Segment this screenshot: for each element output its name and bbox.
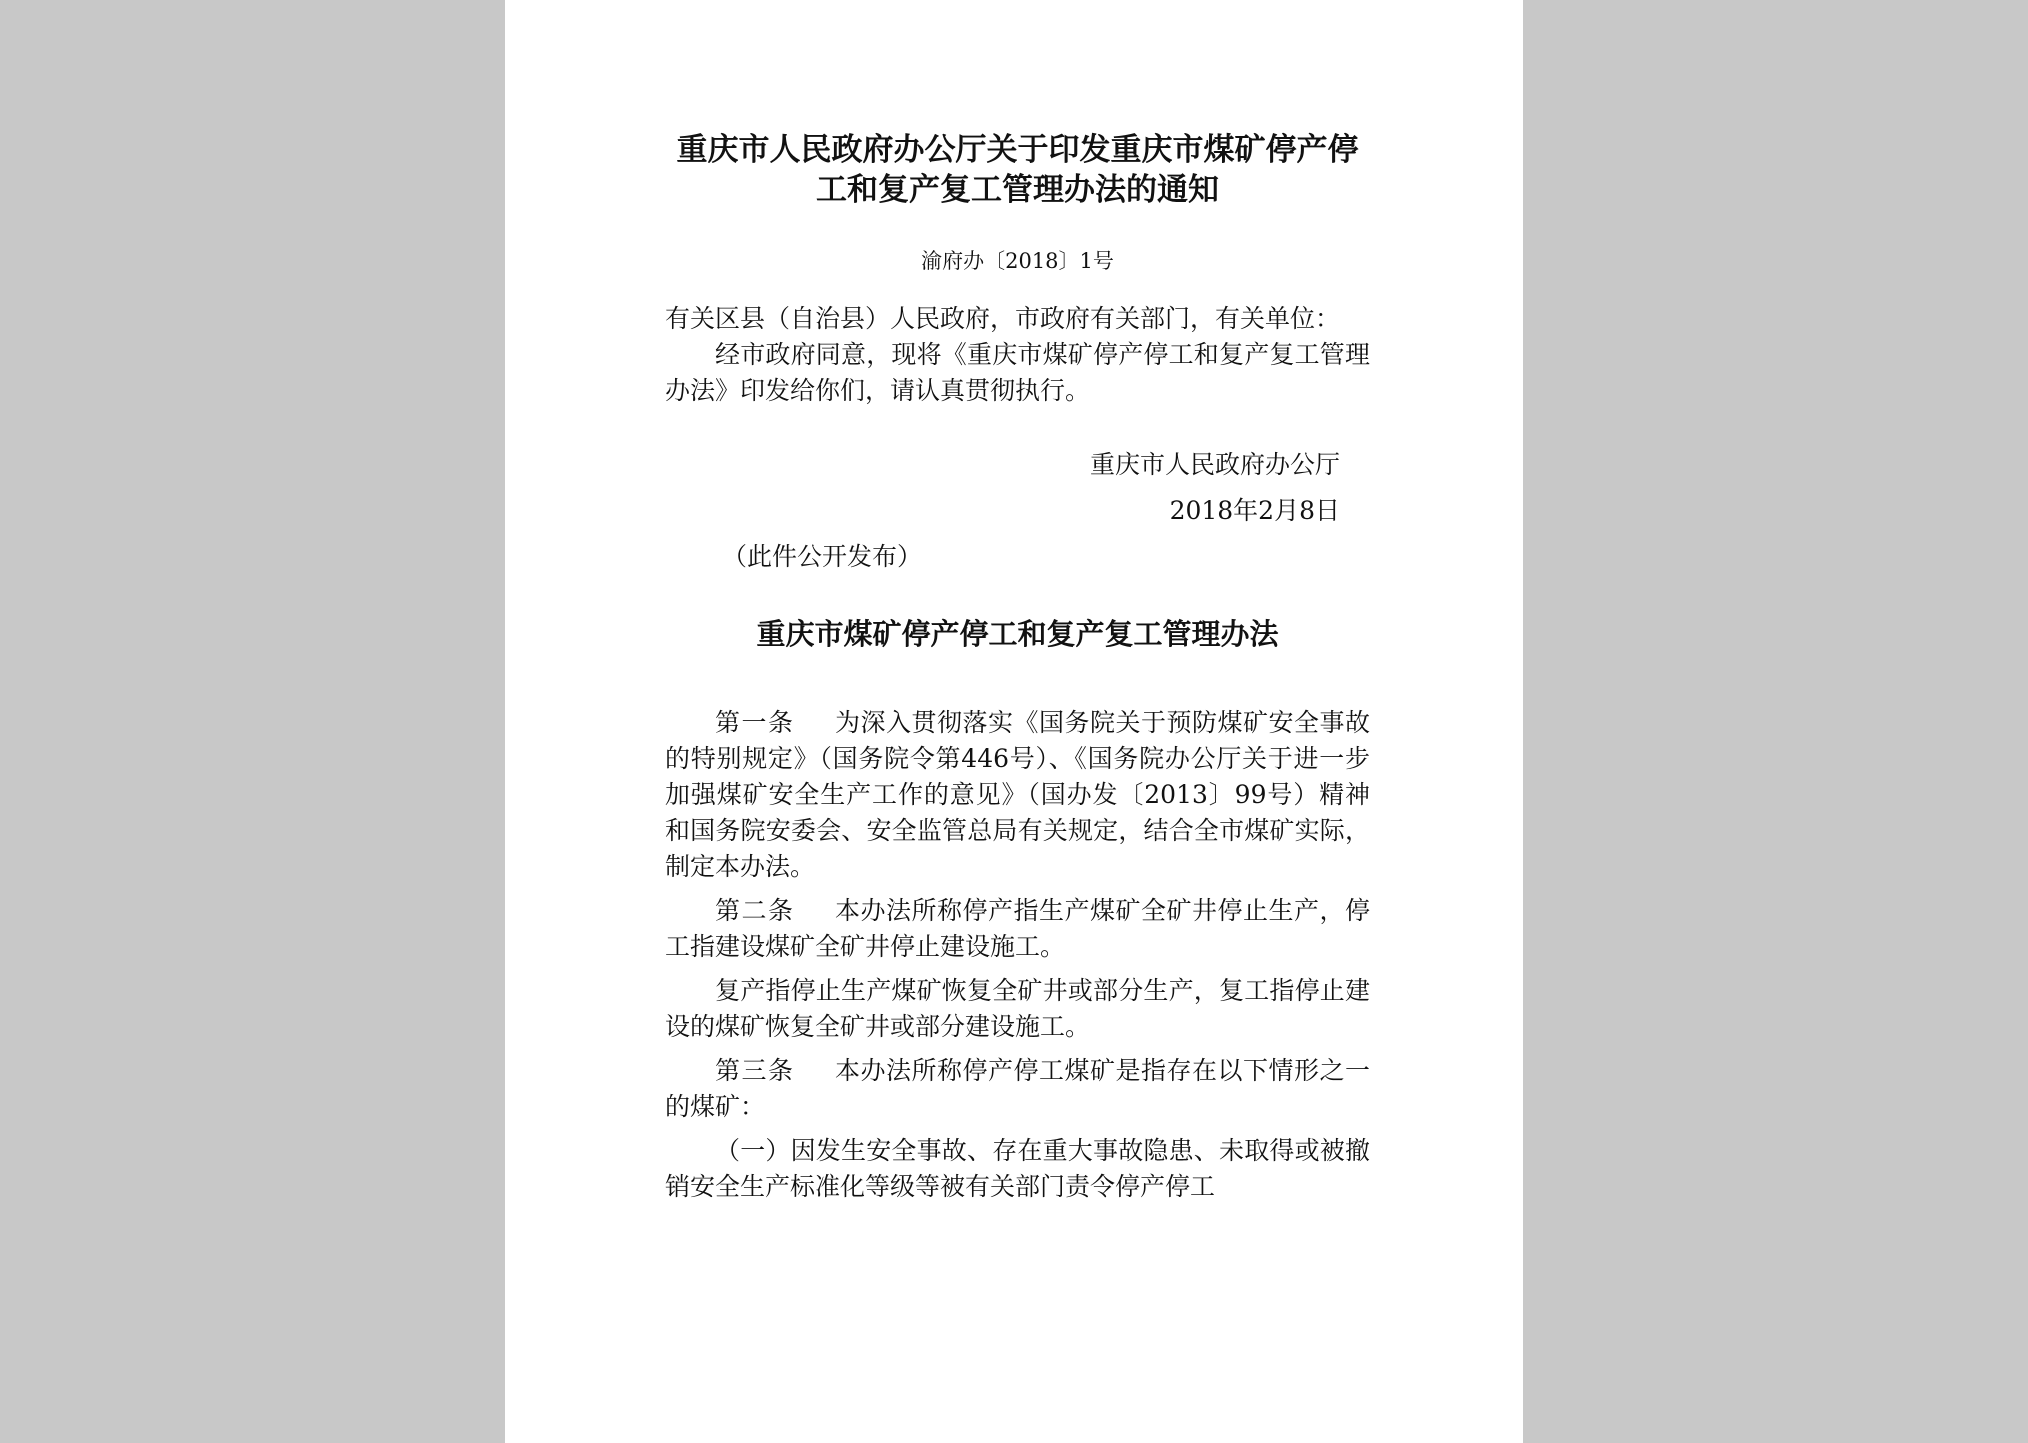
issue-date: 2018年2月8日 [1169,496,1340,525]
article-1 [665,705,1370,885]
document-page [505,0,1523,1443]
title-line-1: 重庆市人民政府办公厅关于印发重庆市煤矿停产停 [676,132,1359,168]
article-2-head: 第二条 [715,896,795,925]
publish-note: （此件公开发布） [722,542,923,571]
addressee: 有关区县（自治县）人民政府，市政府有关部门，有关单位： [665,304,1341,333]
article-3 [665,1053,1370,1125]
intro-paragraph: 经市政府同意，现将《重庆市煤矿停产停工和复产复工管理办法》印发给你们，请认真贯彻执行。 [665,340,1370,405]
document-title [665,130,1370,210]
document-number: 渝府办〔2018〕1号 [921,249,1114,273]
article-3-text: 本办法所称停产停工煤矿是指存在以下情形之一的煤矿： [665,1056,1370,1121]
article-3-item-1 [665,1133,1370,1205]
article-2-text: 本办法所称停产指生产煤矿全矿井停止生产，停工指建设煤矿全矿井停止建设施工。 [665,896,1370,961]
article-2-paragraph-2-text: 复产指停止生产煤矿恢复全矿井或部分生产，复工指停止建设的煤矿恢复全矿井或部分建设施工。 [665,976,1370,1041]
article-3-item-1-text: （一）因发生安全事故、存在重大事故隐患、未取得或被撤销安全生产标准化等级等被有关部门责令停产停工 [665,1136,1370,1201]
measures-title: 重庆市煤矿停产停工和复产复工管理办法 [756,617,1279,651]
document-content [665,130,1370,1205]
article-1-text: 为深入贯彻落实《国务院关于预防煤矿安全事故的特别规定》（国务院令第446号）、《国务院办公厅关于进一步加强煤矿安全生产工作的意见》（国办发〔2013〕99号）精神和国务院安委会、安全监管总局有关规定，结合全市煤矿实际，制定本办法。 [665,708,1370,881]
title-line-2: 工和复产复工管理办法的通知 [816,172,1219,208]
article-1-head: 第一条 [715,708,795,737]
article-2 [665,893,1370,965]
article-2-paragraph-2 [665,973,1370,1045]
signer: 重庆市人民政府办公厅 [1089,450,1340,479]
article-3-head: 第三条 [715,1056,795,1085]
